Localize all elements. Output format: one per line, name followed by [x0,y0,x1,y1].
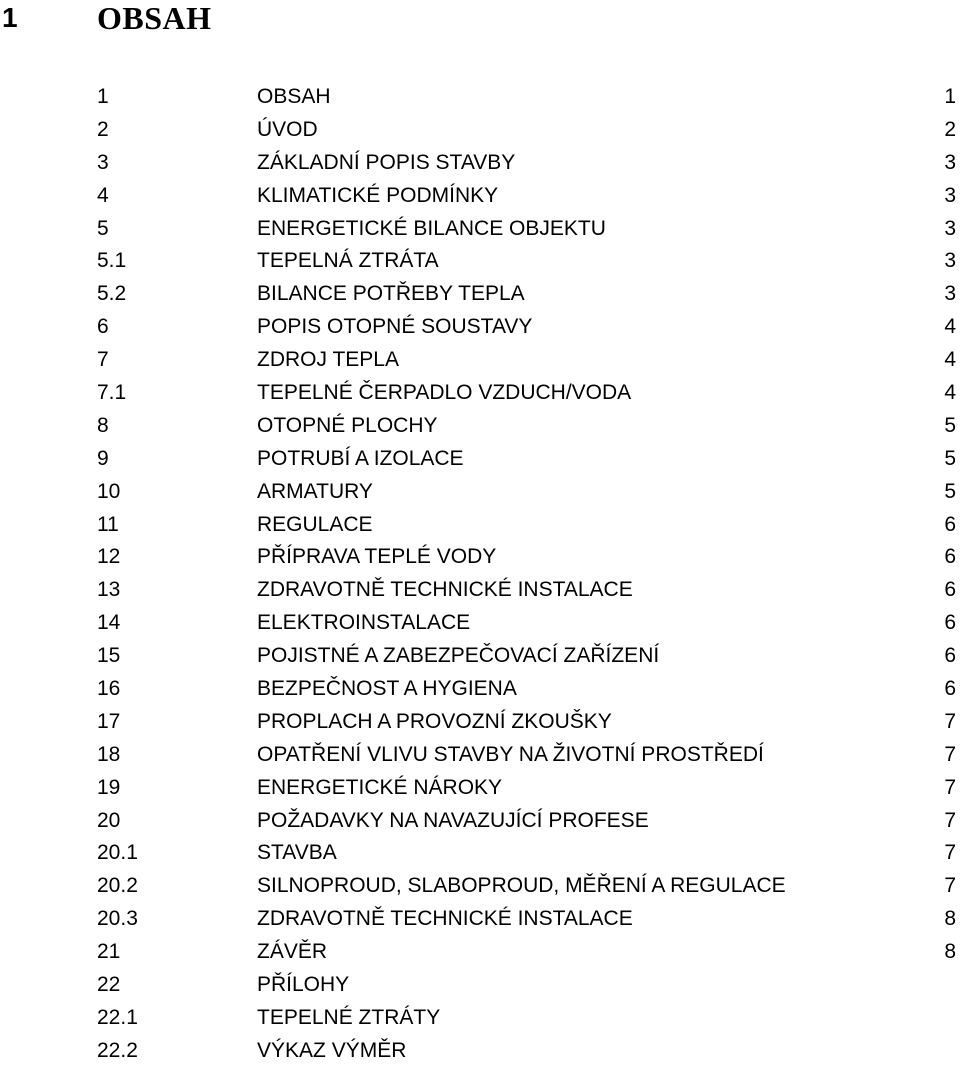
toc-entry[interactable] [0,410,960,443]
toc-entry[interactable] [0,509,960,542]
toc-entry[interactable] [0,377,960,410]
toc-entry-title: BEZPEČNOST A HYGIENA [257,677,517,701]
toc-entry[interactable] [0,837,960,870]
toc-entry-page: 3 [944,183,956,207]
toc-entry-number: 20.1 [97,841,138,865]
section-heading-title: OBSAH [97,0,212,36]
toc-entry-title: OPATŘENÍ VLIVU STAVBY NA ŽIVOTNÍ PROSTŘEDÍ [257,742,764,766]
toc-entry-page: 8 [944,940,956,964]
toc-entry-page: 6 [944,512,956,536]
toc-entry-number: 15 [97,644,121,668]
toc-entry-number: 20.3 [97,907,138,931]
toc-entry[interactable] [0,114,960,147]
toc-entry-page: 5 [944,413,956,437]
toc-entry[interactable] [0,213,960,246]
toc-entry[interactable] [0,245,960,278]
toc-entry-page: 2 [944,117,956,141]
toc-entry-page: 6 [944,644,956,668]
toc-entry-page: 6 [944,611,956,635]
toc-entry-number: 17 [97,709,121,733]
toc-entry[interactable] [0,772,960,805]
toc-entry-title: ZÁVĚR [257,940,328,964]
toc-entry-title: POPIS OTOPNÉ SOUSTAVY [257,315,533,339]
toc-entry-title: PROPLACH A PROVOZNÍ ZKOUŠKY [257,709,612,733]
toc-entry-number: 21 [97,940,121,964]
toc-entry-number: 13 [97,578,121,602]
toc-entry[interactable] [0,1002,960,1035]
toc-entry-page: 7 [944,841,956,865]
toc-entry-title: ELEKTROINSTALACE [257,611,471,635]
toc-entry-number: 22.2 [97,1038,138,1062]
section-heading-number: 1 [2,2,18,33]
toc-entry-title: ÚVOD [257,117,318,141]
toc-entry-title: POTRUBÍ A IZOLACE [257,446,464,470]
toc-entry-title: ENERGETICKÉ BILANCE OBJEKTU [257,216,606,240]
toc-entry-number: 5.1 [97,249,127,273]
toc-entry[interactable] [0,706,960,739]
toc-entry-number: 7 [97,348,109,372]
toc-entry-page: 3 [944,216,956,240]
toc-entry[interactable] [0,936,960,969]
toc-entry-title: SILNOPROUD, SLABOPROUD, MĚŘENÍ A REGULACE [257,874,786,898]
toc-entry[interactable] [0,443,960,476]
toc-entry-number: 11 [97,512,119,536]
toc-entry-title: ZDRAVOTNĚ TECHNICKÉ INSTALACE [257,907,633,931]
toc-entry-page: 5 [944,446,956,470]
toc-entry-title: ENERGETICKÉ NÁROKY [257,775,503,799]
toc-entry-title: TEPELNÁ ZTRÁTA [257,249,439,273]
toc-entry-number: 22 [97,973,121,997]
toc-entry-page: 6 [944,578,956,602]
toc-entry-number: 5 [97,216,109,240]
toc-entry[interactable] [0,541,960,574]
toc-entry-page: 8 [944,907,956,931]
toc-entry[interactable] [0,311,960,344]
toc-entry-number: 6 [97,315,109,339]
toc-entry[interactable] [0,574,960,607]
toc-entry-number: 7.1 [97,381,127,405]
toc-entry[interactable] [0,673,960,706]
toc-entry-title: TEPELNÉ ZTRÁTY [257,1005,441,1029]
toc-entry-title: BILANCE POTŘEBY TEPLA [257,282,525,306]
toc-entry-number: 5.2 [97,282,127,306]
toc-entry[interactable] [0,278,960,311]
toc-entry-title: TEPELNÉ ČERPADLO VZDUCH/VODA [257,381,632,405]
toc-entry-page: 4 [944,381,956,405]
toc-entry-number: 12 [97,545,121,569]
toc-entry-number: 14 [97,611,121,635]
toc-entry-title: ZDROJ TEPLA [257,348,399,372]
toc-entry-page: 7 [944,709,956,733]
toc-entry[interactable] [0,739,960,772]
toc-entry-title: ZÁKLADNÍ POPIS STAVBY [257,150,516,174]
toc-entry[interactable] [0,81,960,114]
toc-entry-title: POJISTNÉ A ZABEZPEČOVACÍ ZAŘÍZENÍ [257,644,660,668]
toc-entry-page: 1 [944,85,956,108]
toc-entry-page: 6 [944,677,956,701]
toc-entry-number: 4 [97,183,109,207]
toc-entry-title: STAVBA [257,841,337,865]
toc-entry-title: ARMATURY [257,479,373,503]
toc-entry-page: 4 [944,315,956,339]
toc-entry[interactable] [0,805,960,838]
toc-entry-number: 18 [97,742,121,766]
toc-entry[interactable] [0,870,960,903]
toc-entry-page: 7 [944,874,956,898]
toc-entry-number: 19 [97,775,121,799]
toc-entry-page: 4 [944,348,956,372]
toc-entry-number: 20.2 [97,874,138,898]
toc-entry[interactable] [0,147,960,180]
toc-entry-number: 2 [97,117,109,141]
toc-entry-page: 7 [944,742,956,766]
toc-entry-page: 3 [944,150,956,174]
toc-entry-page: 3 [944,249,956,273]
toc-entry-number: 22.1 [97,1005,138,1029]
toc-entry-title: PŘÍLOHY [257,973,350,997]
toc-entry-title: PŘÍPRAVA TEPLÉ VODY [257,545,497,569]
toc-entry-number: 9 [97,446,109,470]
toc-entry-title: KLIMATICKÉ PODMÍNKY [257,183,499,207]
toc-entry-title: VÝKAZ VÝMĚR [257,1038,407,1062]
toc-entry-number: 8 [97,413,109,437]
toc-entry-number: 3 [97,150,109,174]
toc-entry-page: 5 [944,479,956,503]
toc-entry-page: 3 [944,282,956,306]
toc-entry[interactable] [0,1035,960,1068]
table-of-contents [0,81,960,1068]
toc-entry[interactable] [0,903,960,936]
toc-entry[interactable] [0,640,960,673]
toc-entry[interactable] [0,607,960,640]
toc-entry-number: 1 [97,85,109,108]
toc-entry-title: OTOPNÉ PLOCHY [257,413,438,437]
toc-entry-number: 16 [97,677,121,701]
toc-entry-page: 7 [944,808,956,832]
toc-entry[interactable] [0,344,960,377]
toc-entry-title: ZDRAVOTNĚ TECHNICKÉ INSTALACE [257,578,633,602]
toc-entry-page: 7 [944,775,956,799]
toc-entry-number: 20 [97,808,121,832]
toc-entry-number: 10 [97,479,121,503]
toc-entry-title: OBSAH [257,85,331,108]
toc-entry-title: POŽADAVKY NA NAVAZUJÍCÍ PROFESE [257,808,649,832]
toc-entry[interactable] [0,180,960,213]
toc-entry[interactable] [0,969,960,1002]
toc-entry-title: REGULACE [257,512,373,536]
toc-entry[interactable] [0,476,960,509]
toc-entry-page: 6 [944,545,956,569]
